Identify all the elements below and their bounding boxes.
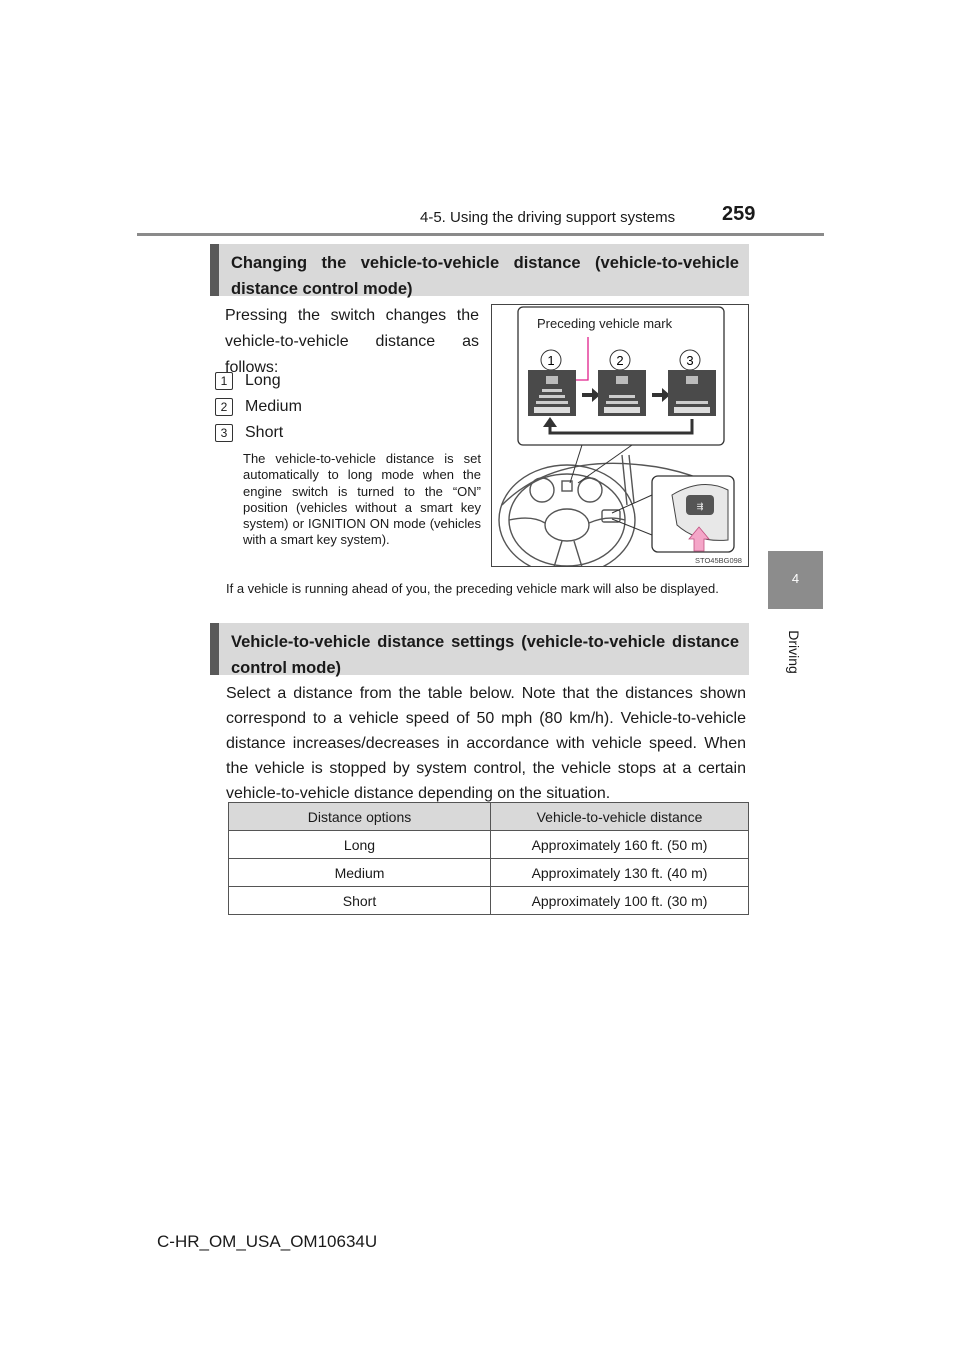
chapter-label-text: Driving (786, 630, 802, 674)
chapter-tab (768, 551, 823, 609)
table-cell: Approximately 160 ft. (50 m) (491, 831, 749, 859)
column-header: Vehicle-to-vehicle distance (491, 803, 749, 831)
item-number-box: 3 (215, 424, 233, 442)
header-section-title: 4-5. Using the driving support systems (420, 209, 676, 226)
table-cell: Medium (229, 859, 491, 887)
page-number: 259 (722, 203, 756, 225)
item-label: Medium (245, 398, 302, 415)
list-item (215, 423, 283, 443)
section-heading-changing-distance: Changing the vehicle-to-vehicle distance (vehicle-to-vehicle distance control mode) (210, 244, 749, 296)
svg-text:2: 2 (616, 353, 624, 368)
list-item (215, 371, 281, 391)
footer-document-code: C-HR_OM_USA_OM10634U (157, 1232, 378, 1251)
settings-paragraph: Select a distance from the table below. Note that the distances shown correspond to a vehicle speed of 50 mph (80 km/h). Vehicle-to-vehicle distance increases/decreases in accordance with vehicle speed. When the vehicle is stopped by system control, the vehicle stops at a certain vehicle-to-vehicle distance depending on the situation. (226, 685, 746, 802)
step-number-2 (610, 350, 630, 370)
table-row (229, 831, 749, 859)
chapter-number: 4 (791, 571, 800, 586)
list-item (215, 397, 302, 417)
note-default-mode: The vehicle-to-vehicle distance is set automatically to long mode when the engine switch is turned to the “ON” position (vehicles without a smart key system) or IGNITION ON mode (vehicles with a smart key system). (243, 451, 481, 548)
step-number-1 (541, 350, 561, 370)
intro-text: Pressing the switch changes the vehicle-to-vehicle distance as follows: (225, 307, 479, 376)
item-label: Long (245, 372, 281, 389)
column-header: Distance options (229, 803, 491, 831)
illustration-svg (492, 305, 748, 566)
leader-line (570, 445, 582, 483)
table-row (229, 859, 749, 887)
section-heading-distance-settings: Vehicle-to-vehicle distance settings (vehicle-to-vehicle distance control mode) (210, 623, 749, 675)
table-row (229, 887, 749, 915)
preceding-vehicle-mark-label: Preceding vehicle mark (537, 316, 673, 331)
table-cell: Long (229, 831, 491, 859)
display-long (528, 370, 576, 416)
chapter-label (764, 618, 824, 678)
svg-text:1: 1 (547, 353, 555, 368)
distance-switch-illustration (491, 304, 749, 567)
distance-table (228, 802, 749, 915)
display-short (668, 370, 716, 416)
table-cell: Short (229, 887, 491, 915)
note-preceding-vehicle: If a vehicle is running ahead of you, the preceding vehicle mark will also be displayed. (226, 581, 719, 596)
step-number-3 (680, 350, 700, 370)
header-rule (137, 233, 824, 236)
svg-text:3: 3 (686, 353, 694, 368)
table-header-row (229, 803, 749, 831)
item-number-box: 1 (215, 372, 233, 390)
figure-code: STO45BG098 (695, 556, 742, 565)
display-medium (598, 370, 646, 416)
table-cell: Approximately 130 ft. (40 m) (491, 859, 749, 887)
item-number-box: 2 (215, 398, 233, 416)
switch-icon-glyph: ⇶ (696, 502, 704, 511)
table-cell: Approximately 100 ft. (30 m) (491, 887, 749, 915)
item-label: Short (245, 424, 284, 441)
